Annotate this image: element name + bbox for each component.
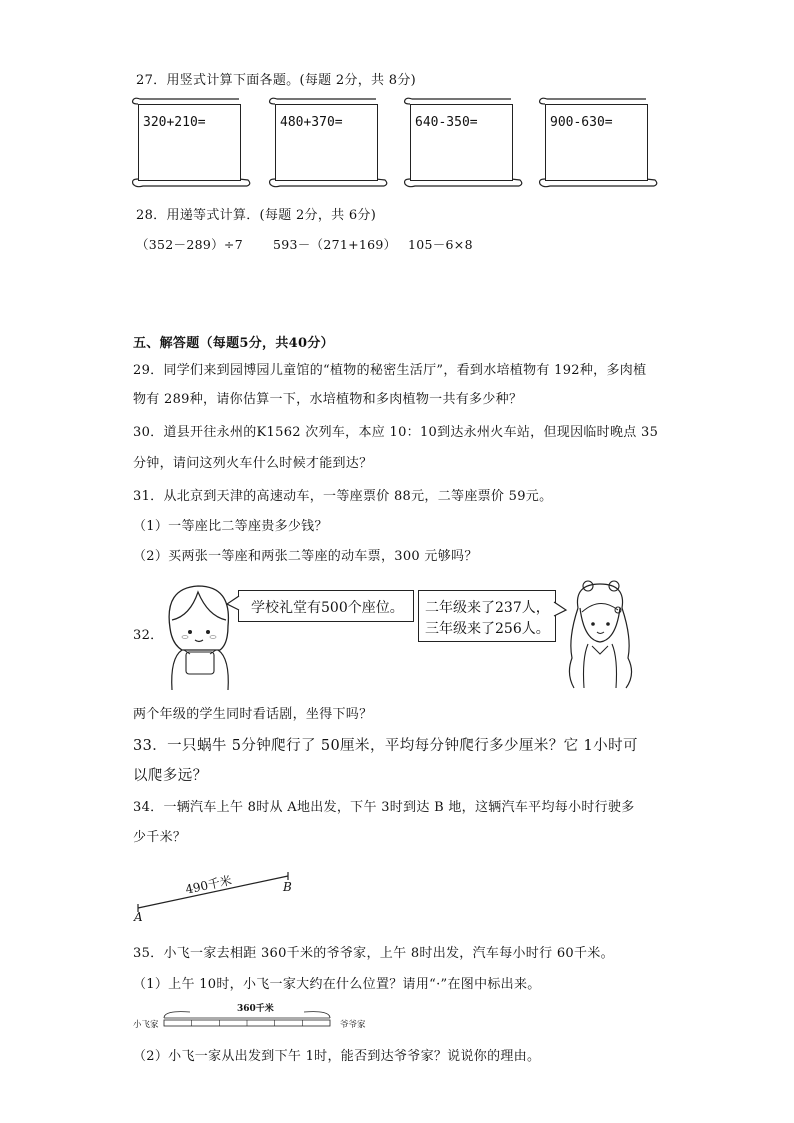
q34-distance-label: 490千米 bbox=[184, 873, 233, 897]
q34-line-1: 34．一辆汽车上午 8时从 A地出发，下午 3时到达 B 地，这辆汽车平均每小时行驶多 bbox=[133, 800, 635, 815]
q30-line-2: 分钟，请问这列火车什么时候才能到达？ bbox=[133, 456, 373, 471]
q31-part-1: （1）一等座比二等座贵多少钱？ bbox=[133, 519, 328, 534]
bubble-right-text-2: 三年级来了256人。 bbox=[425, 621, 550, 637]
scroll-box-4 bbox=[538, 98, 648, 188]
q27-title: 27．用竖式计算下面各题。(每题 2分，共 8分) bbox=[136, 73, 416, 88]
q29-line-1: 29．同学们来到园博园儿童馆的“植物的秘密生活厅”，看到水培植物有 192种，多肉植 bbox=[133, 363, 647, 378]
problem-1: 320+210= bbox=[143, 115, 206, 130]
problem-3: 640-350= bbox=[415, 115, 478, 130]
q28-title: 28．用递等式计算．(每题 2分，共 6分) bbox=[136, 208, 377, 223]
scroll-box-1 bbox=[131, 98, 241, 188]
scroll-box-2 bbox=[268, 98, 378, 188]
problem-4: 900-630= bbox=[550, 115, 613, 130]
end-label: 爷爷家 bbox=[340, 1020, 366, 1030]
bubble-pointer-icon bbox=[225, 594, 241, 614]
q33-line-1: 33．一只蜗牛 5分钟爬行了 50厘米，平均每分钟爬行多少厘米？它 1小时可 bbox=[133, 738, 638, 754]
q30-line-1: 30．道县开往永州的K1562 次列车，本应 10：10到达永州火车站，但现因临时晚点 35 bbox=[133, 425, 659, 440]
speech-bubble-right bbox=[418, 590, 556, 642]
point-a-label: A bbox=[134, 910, 143, 924]
q28-problem-1: （352－289）÷7 bbox=[136, 237, 243, 252]
q32-question: 两个年级的学生同时看话剧，坐得下吗？ bbox=[133, 707, 373, 722]
q35-part-1: （1）上午 10时，小飞一家大约在什么位置？请用“·”在图中标出来。 bbox=[133, 977, 541, 992]
q31-line-1: 31．从北京到天津的高速动车，一等座票价 88元，二等座票价 59元。 bbox=[133, 489, 553, 504]
q35-route-diagram bbox=[160, 1008, 340, 1032]
q35-distance-label: 360千米 bbox=[237, 1004, 274, 1014]
speech-bubble-left bbox=[238, 590, 414, 622]
point-b-label: B bbox=[283, 880, 292, 894]
girl-icon bbox=[560, 578, 640, 693]
q32-number: 32． bbox=[133, 628, 164, 643]
bubble-right-text-1: 二年级来了237人， bbox=[425, 600, 550, 616]
q34-line-2: 少千米？ bbox=[133, 830, 187, 845]
q28-problem-3: 105－6×8 bbox=[408, 237, 473, 252]
bubble-left-text: 学校礼堂有500个座位。 bbox=[251, 600, 404, 616]
q33-line-2: 以爬多远？ bbox=[133, 768, 208, 784]
q28-problem-2: 593－（271+169） bbox=[273, 237, 397, 252]
q35-line-1: 35．小飞一家去相距 360千米的爷爷家，上午 8时出发，汽车每小时行 60千米。 bbox=[133, 946, 614, 961]
q31-part-2: （2）买两张一等座和两张二等座的动车票，300 元够吗？ bbox=[133, 549, 478, 564]
problem-2: 480+370= bbox=[280, 115, 343, 130]
start-label: 小飞家 bbox=[133, 1020, 159, 1030]
section-title: 五、解答题（每题5分，共40分） bbox=[133, 336, 334, 351]
q35-part-2: （2）小飞一家从出发到下午 1时，能否到达爷爷家？说说你的理由。 bbox=[133, 1049, 541, 1064]
q29-line-2: 物有 289种，请你估算一下，水培植物和多肉植物一共有多少种？ bbox=[133, 392, 523, 407]
scroll-box-3 bbox=[403, 98, 513, 188]
